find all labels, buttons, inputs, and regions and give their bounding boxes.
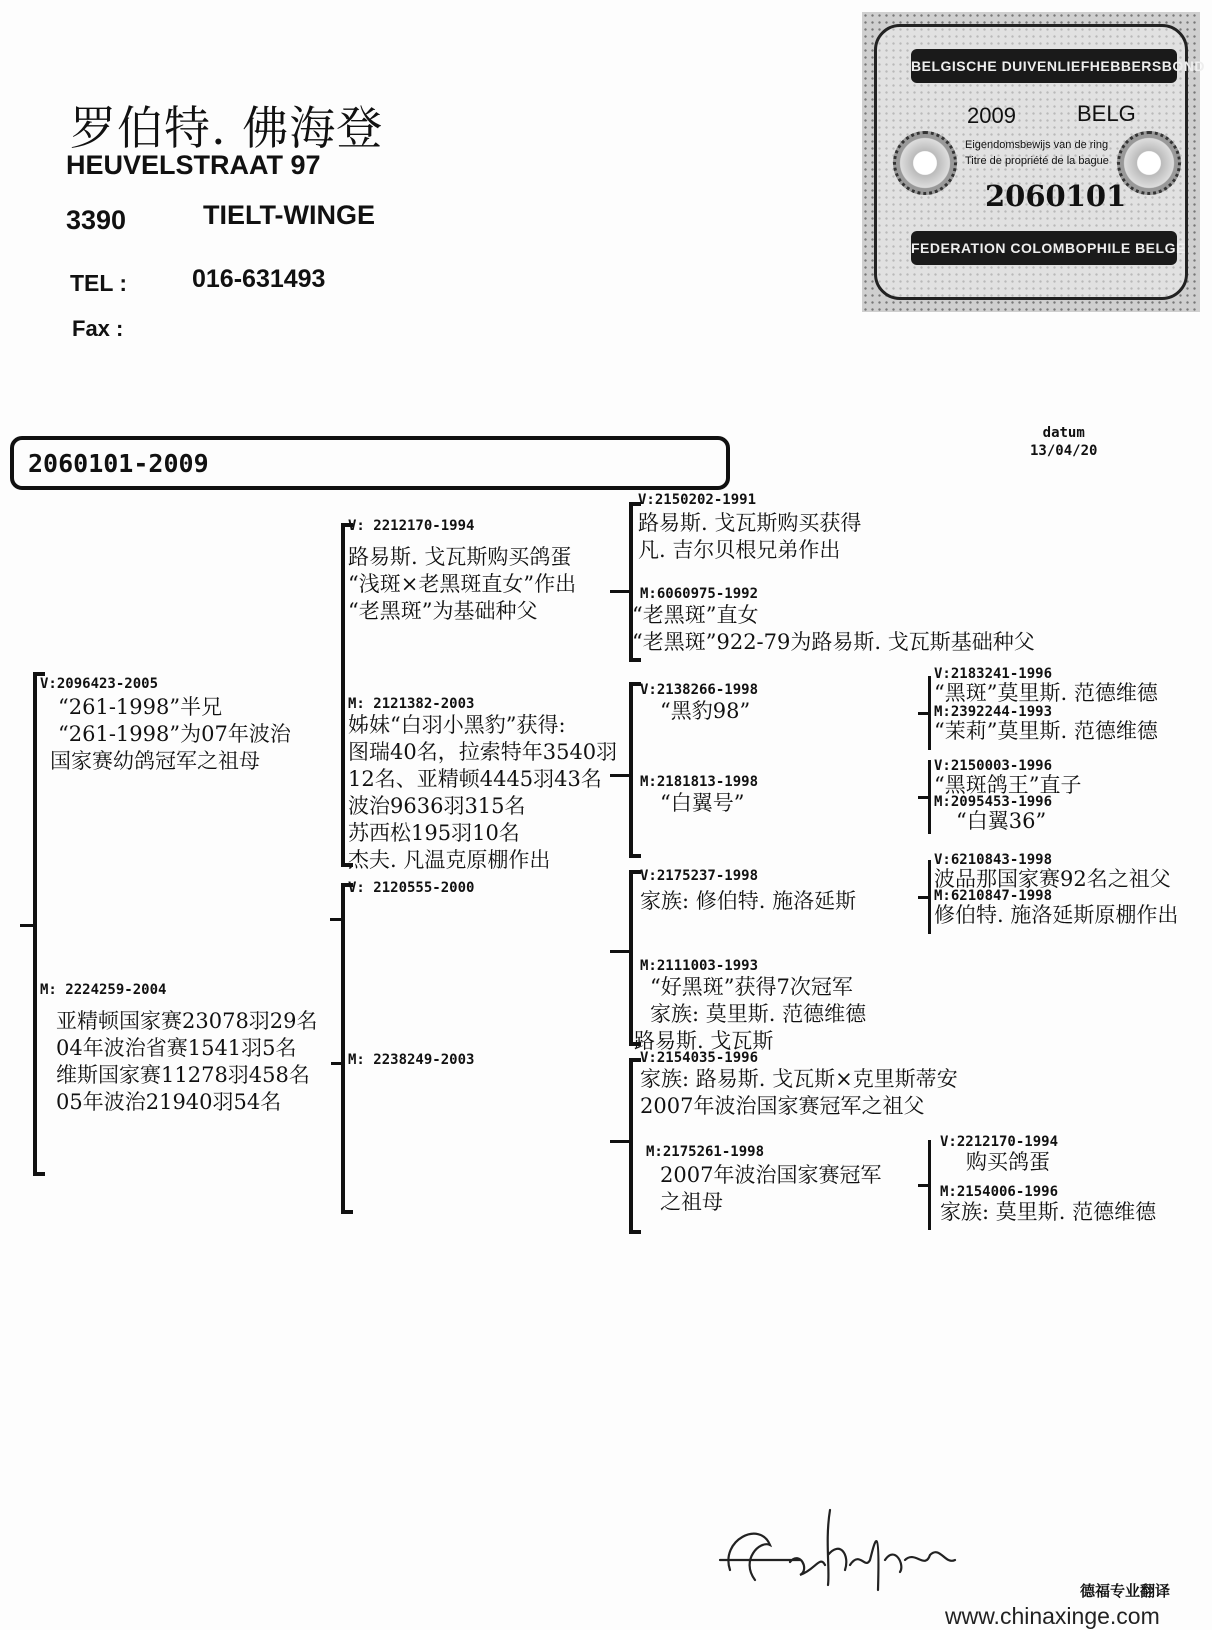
g4-tick-3 <box>918 896 930 899</box>
footer-url[interactable]: www.chinaxinge.com <box>945 1603 1160 1629</box>
gen4-line: 波品那国家赛92名之祖父 <box>934 867 1171 891</box>
gen1-sire <box>40 676 291 775</box>
gen2-ring: V: 2120555-2000 <box>348 880 475 896</box>
gen2-line: 图瑞40名，拉索特年3540羽 <box>348 740 618 764</box>
gen2-line: 12名、亚精顿4445羽43名 <box>348 767 602 791</box>
certificate-top-band: BELGISCHE DUIVENLIEFHEBBERSBOND <box>911 49 1177 83</box>
gen3-ring: M:2181813-1998 <box>640 774 759 790</box>
gen3-ring: M:2111003-1993 <box>640 958 759 974</box>
gen1-sire-line: 国家赛幼鸽冠军之祖母 <box>50 749 260 773</box>
gen3-4 <box>640 774 758 817</box>
gen4-ring: M:2095453-1996 <box>934 794 1053 810</box>
gen3-line: “老黑斑”922-79为路易斯. 戈瓦斯基础种父 <box>632 630 1035 654</box>
gen3-ring: V:2138266-1998 <box>640 682 759 698</box>
crown-seal-icon <box>1117 131 1181 195</box>
gen3-7 <box>640 1050 958 1120</box>
gen2-line: 姊妹“白羽小黑豹”获得: <box>348 713 566 737</box>
gen4-ring: V:2183241-1996 <box>934 666 1053 682</box>
owner-name: 罗伯特. 佛海登 <box>70 101 384 155</box>
gen4-line: 购买鸽蛋 <box>966 1150 1050 1174</box>
gen1-sire-line: “261-1998”半兄 <box>58 695 223 719</box>
gen2-dam-dam <box>348 1052 474 1068</box>
signature <box>700 1500 1000 1600</box>
gen3-line: 家族: 路易斯. 戈瓦斯×克里斯蒂安 <box>640 1067 958 1091</box>
gen2-line: 苏西松195羽10名 <box>348 821 520 845</box>
gen2-dam-sire <box>348 880 474 896</box>
gen1-dam-line: 亚精顿国家赛23078羽29名 <box>56 1009 318 1033</box>
gen3-line: 凡. 吉尔贝根兄弟作出 <box>638 538 841 562</box>
certificate-number: 2060101 <box>985 179 1127 213</box>
certificate-line2: Titre de propriété de la bague <box>965 155 1109 167</box>
gen3-line: “好黑斑”获得7次冠军 <box>650 975 853 999</box>
gen1-dam-line: 05年波治21940羽54名 <box>56 1090 282 1114</box>
gen2-line: 杰夫. 凡温克原棚作出 <box>348 848 551 872</box>
gen1-sire-line: “261-1998”为07年波治 <box>58 722 291 746</box>
gen4-7 <box>940 1134 1058 1174</box>
gen3-ring: M:6060975-1992 <box>640 586 759 602</box>
gen3-line: “黑豹98” <box>660 699 751 723</box>
gen1-dam-ring: M: 2224259-2004 <box>40 982 167 998</box>
ring-certificate <box>862 12 1205 312</box>
gen4-ring: V:2150003-1996 <box>934 758 1053 774</box>
datum <box>1030 424 1097 460</box>
gen3-line: 路易斯. 戈瓦斯 <box>634 1029 774 1053</box>
gen3-line: 路易斯. 戈瓦斯购买获得 <box>638 511 862 535</box>
gen3-line: 2007年波治国家赛冠军 <box>660 1163 882 1187</box>
gen4-3 <box>934 758 1081 796</box>
gen1-dam-line: 维斯国家赛11278羽458名 <box>56 1063 310 1087</box>
gen4-ring: M:6210847-1998 <box>934 888 1053 904</box>
gen2-dam-tick <box>331 1062 343 1065</box>
gen4-line: “黑斑”莫里斯. 范德维德 <box>934 681 1158 705</box>
gen3-5 <box>640 868 856 915</box>
gen4-line: “黑斑鸽王”直子 <box>934 773 1082 797</box>
gen3-ring: V:2154035-1996 <box>640 1050 759 1066</box>
g3-tick-4 <box>610 1140 630 1143</box>
certificate-country: BELG <box>1077 101 1136 126</box>
certificate-frame <box>874 24 1205 300</box>
gen3-1 <box>638 492 861 564</box>
gen1-sire-ring: V:2096423-2005 <box>40 676 159 692</box>
gen4-line: 修伯特. 施洛延斯原棚作出 <box>934 903 1179 927</box>
gen4-8 <box>940 1184 1156 1224</box>
gen2-ring: M: 2121382-2003 <box>348 696 475 712</box>
g4-tick-2 <box>918 796 930 799</box>
footer-brand: 德福专业翻译 <box>1080 1582 1171 1600</box>
gen1-dam <box>40 982 318 1116</box>
gen2-sire-sire <box>348 518 576 625</box>
gen3-ring: V:2150202-1991 <box>638 492 757 508</box>
gen3-ring: V:2175237-1998 <box>640 868 759 884</box>
gen4-4 <box>934 794 1052 832</box>
gen4-ring: M:2392244-1993 <box>934 704 1053 720</box>
seal-icon <box>893 131 957 195</box>
root-tick <box>20 924 34 927</box>
gen4-ring: V:2212170-1994 <box>940 1134 1059 1150</box>
tel-label: TEL : <box>70 270 128 296</box>
fax-label: Fax : <box>72 316 124 341</box>
gen2-line: “浅斑×老黑斑直女”作出 <box>348 572 577 596</box>
gen2-line: 波治9636羽315名 <box>348 794 526 818</box>
gen3-3 <box>640 682 758 725</box>
gen2-ring: V: 2212170-1994 <box>348 518 475 534</box>
gen4-line: “茉莉”莫里斯. 范德维德 <box>934 719 1158 743</box>
g3-tick-3 <box>610 950 630 953</box>
datum-label: datum <box>1042 425 1085 441</box>
g4-tick-1 <box>918 712 930 715</box>
gen3-ring: M:2175261-1998 <box>646 1144 765 1160</box>
gen4-line: “白翼36” <box>956 809 1047 833</box>
owner-street: HEUVELSTRAAT 97 <box>66 150 321 180</box>
pedigree-id: 2060101-2009 <box>28 449 209 478</box>
gen3-2 <box>632 586 1035 656</box>
gen3-8 <box>646 1144 881 1216</box>
gen4-5 <box>934 852 1171 890</box>
gen3-line: “白翼号” <box>660 791 745 815</box>
gen3-line: 2007年波治国家赛冠军之祖父 <box>640 1094 925 1118</box>
gen4-ring: V:6210843-1998 <box>934 852 1053 868</box>
certificate-bottom-band: FEDERATION COLOMBOPHILE BELGE <box>911 231 1177 265</box>
gen2-sire-dam <box>348 696 617 874</box>
gen4-1 <box>934 666 1158 704</box>
tel-value: 016-631493 <box>192 265 326 293</box>
gen2-ring: M: 2238249-2003 <box>348 1052 475 1068</box>
gen3-line: 之祖母 <box>660 1190 723 1214</box>
certificate-line1: Eigendomsbewijs van de ring <box>965 139 1109 151</box>
datum-value: 13/04/20 <box>1030 443 1098 459</box>
gen4-ring: M:2154006-1996 <box>940 1184 1059 1200</box>
gen3-6 <box>634 958 867 1055</box>
gen2-line: 路易斯. 戈瓦斯购买鸽蛋 <box>348 545 572 569</box>
gen4-6 <box>934 888 1178 926</box>
gen3-line: 家族: 修伯特. 施洛延斯 <box>640 889 857 913</box>
certificate-year: 2009 <box>967 103 1016 128</box>
gen3-line: “老黑斑”直女 <box>632 603 759 627</box>
gen2-dam-bracket <box>341 883 353 1214</box>
owner-city: TIELT-WINGE <box>203 200 375 230</box>
gen1-dam-line: 04年波治省赛1541羽5名 <box>56 1036 297 1060</box>
gen4-2 <box>934 704 1158 742</box>
g4-tick-4 <box>918 1184 930 1187</box>
pedigree-title-box <box>10 436 730 490</box>
g3-tick-1 <box>610 590 630 593</box>
gen4-line: 家族: 莫里斯. 范德维德 <box>940 1200 1157 1224</box>
gen3-line: 家族: 莫里斯. 范德维德 <box>650 1002 867 1026</box>
owner-postcode: 3390 <box>66 205 127 235</box>
gen2-line: “老黑斑”为基础种父 <box>348 599 538 623</box>
